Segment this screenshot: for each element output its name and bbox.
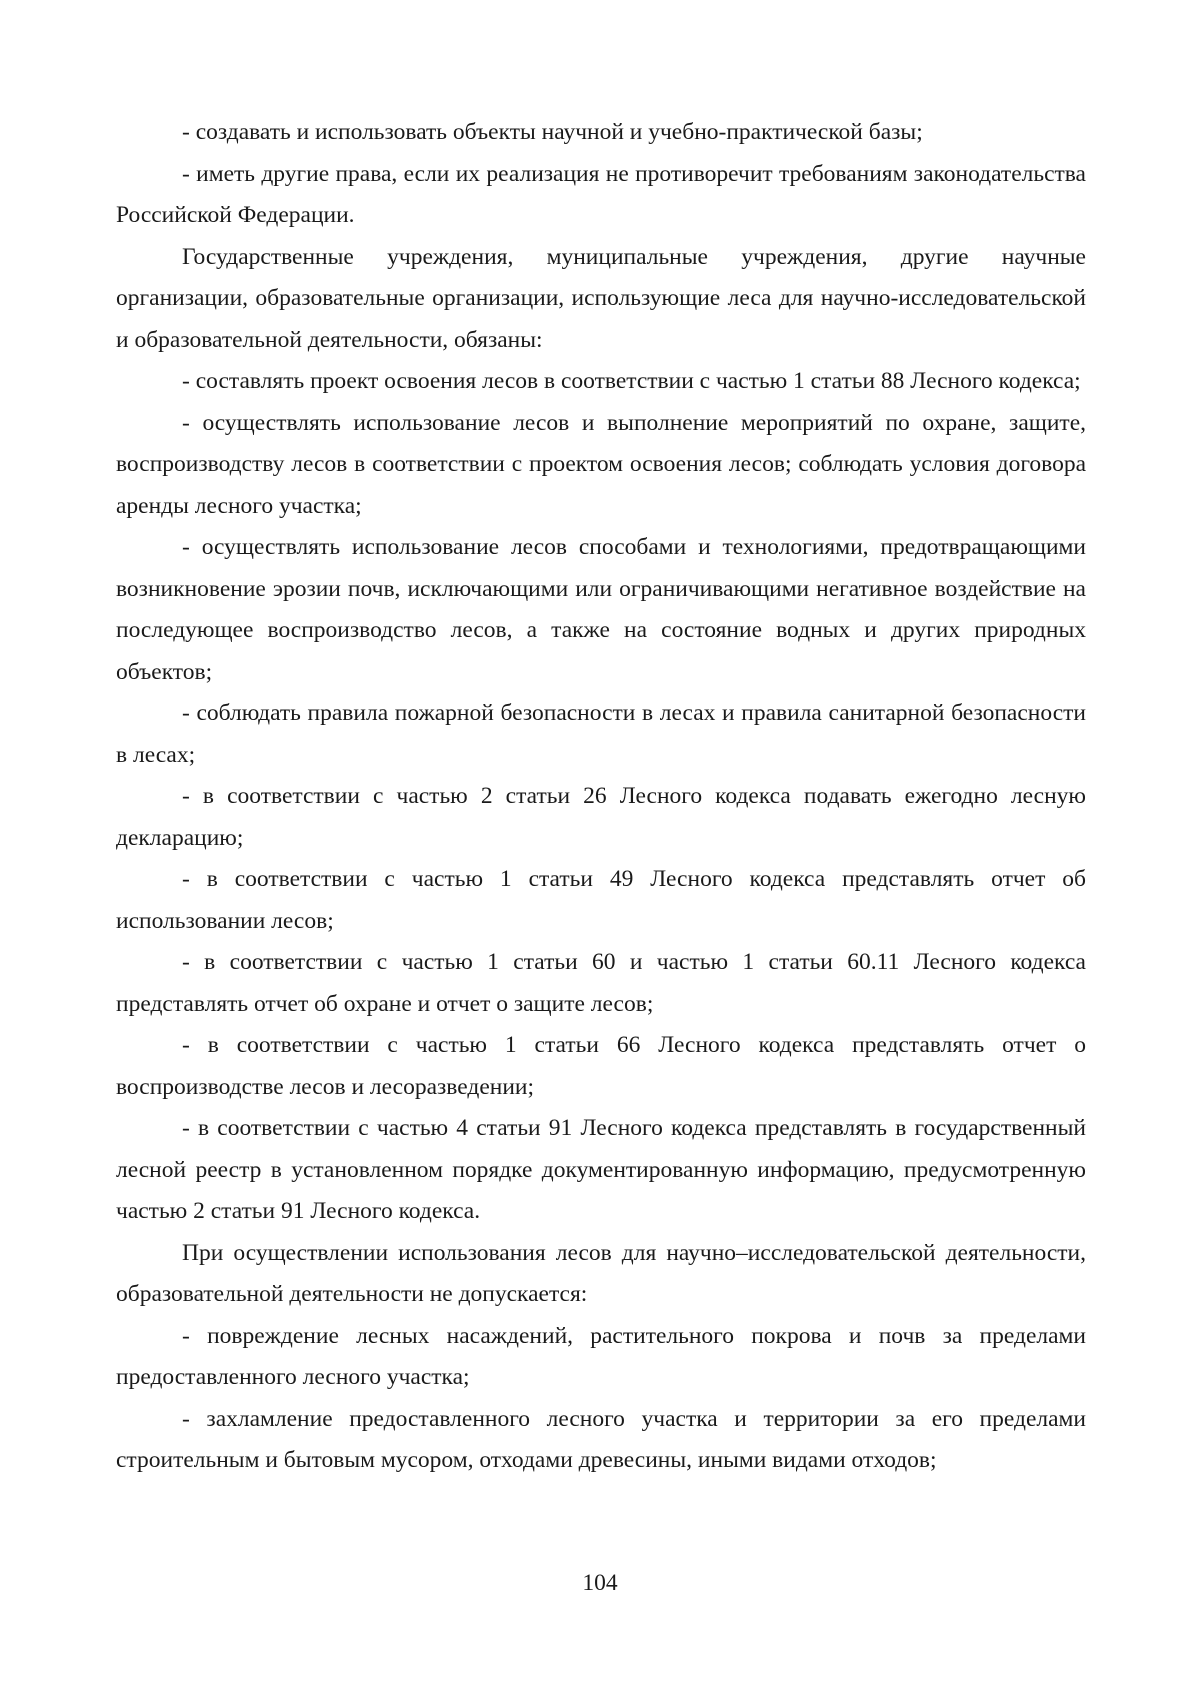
paragraph: Государственные учреждения, муниципальные учреждения, другие научные организации, образовательные организации, использующие леса для научно-исследовательской и образовательной деятельности, обязаны: [116,243,1086,353]
paragraph: - осуществлять использование лесов способами и технологиями, предотвращающими возникновение эрозии почв, исключающими или ограничивающими негативное воздействие на последующее воспроизводство лесов, а также на состояние водных и других природных объектов; [116,534,1086,685]
page-number: 104 [582,1570,618,1596]
paragraph: - в соответствии с частью 1 статьи 49 Лесного кодекса представлять отчет об использовании лесов; [116,866,1086,934]
paragraph: При осуществлении использования лесов для научно–исследовательской деятельности, образовательной деятельности не допускается: [116,1239,1086,1307]
paragraph: - повреждение лесных насаждений, растительного покрова и почв за пределами предоставленного лесного участка; [116,1322,1086,1390]
paragraph: - захламление предоставленного лесного участка и территории за его пределами строительным и бытовым мусором, отходами древесины, иными видами отходов; [116,1405,1086,1473]
paragraph: - в соответствии с частью 4 статьи 91 Лесного кодекса представлять в государственный лесной реестр в установленном порядке документированную информацию, предусмотренную частью 2 статьи 91 Лесного кодекса. [116,1115,1086,1224]
paragraph: - составлять проект освоения лесов в соответствии с частью 1 статьи 88 Лесного кодекса; [182,368,1081,394]
document-body [116,112,1086,1482]
paragraph: - в соответствии с частью 1 статьи 66 Лесного кодекса представлять отчет о воспроизводстве лесов и лесоразведении; [116,1032,1086,1100]
paragraph: - осуществлять использование лесов и выполнение мероприятий по охране, защите, воспроизводству лесов в соответствии с проектом освоения лесов; соблюдать условия договора аренды лесного участка; [116,409,1086,519]
paragraph: - соблюдать правила пожарной безопасности в лесах и правила санитарной безопасности в лесах; [116,700,1086,768]
paragraph: - в соответствии с частью 2 статьи 26 Лесного кодекса подавать ежегодно лесную декларацию; [116,783,1086,851]
paragraph: - создавать и использовать объекты научной и учебно-практической базы; [182,119,923,145]
paragraph: - иметь другие права, если их реализация не противоречит требованиям законодательства Российской Федерации. [116,160,1086,228]
paragraph: - в соответствии с частью 1 статьи 60 и частью 1 статьи 60.11 Лесного кодекса представлять отчет об охране и отчет о защите лесов; [116,949,1086,1017]
